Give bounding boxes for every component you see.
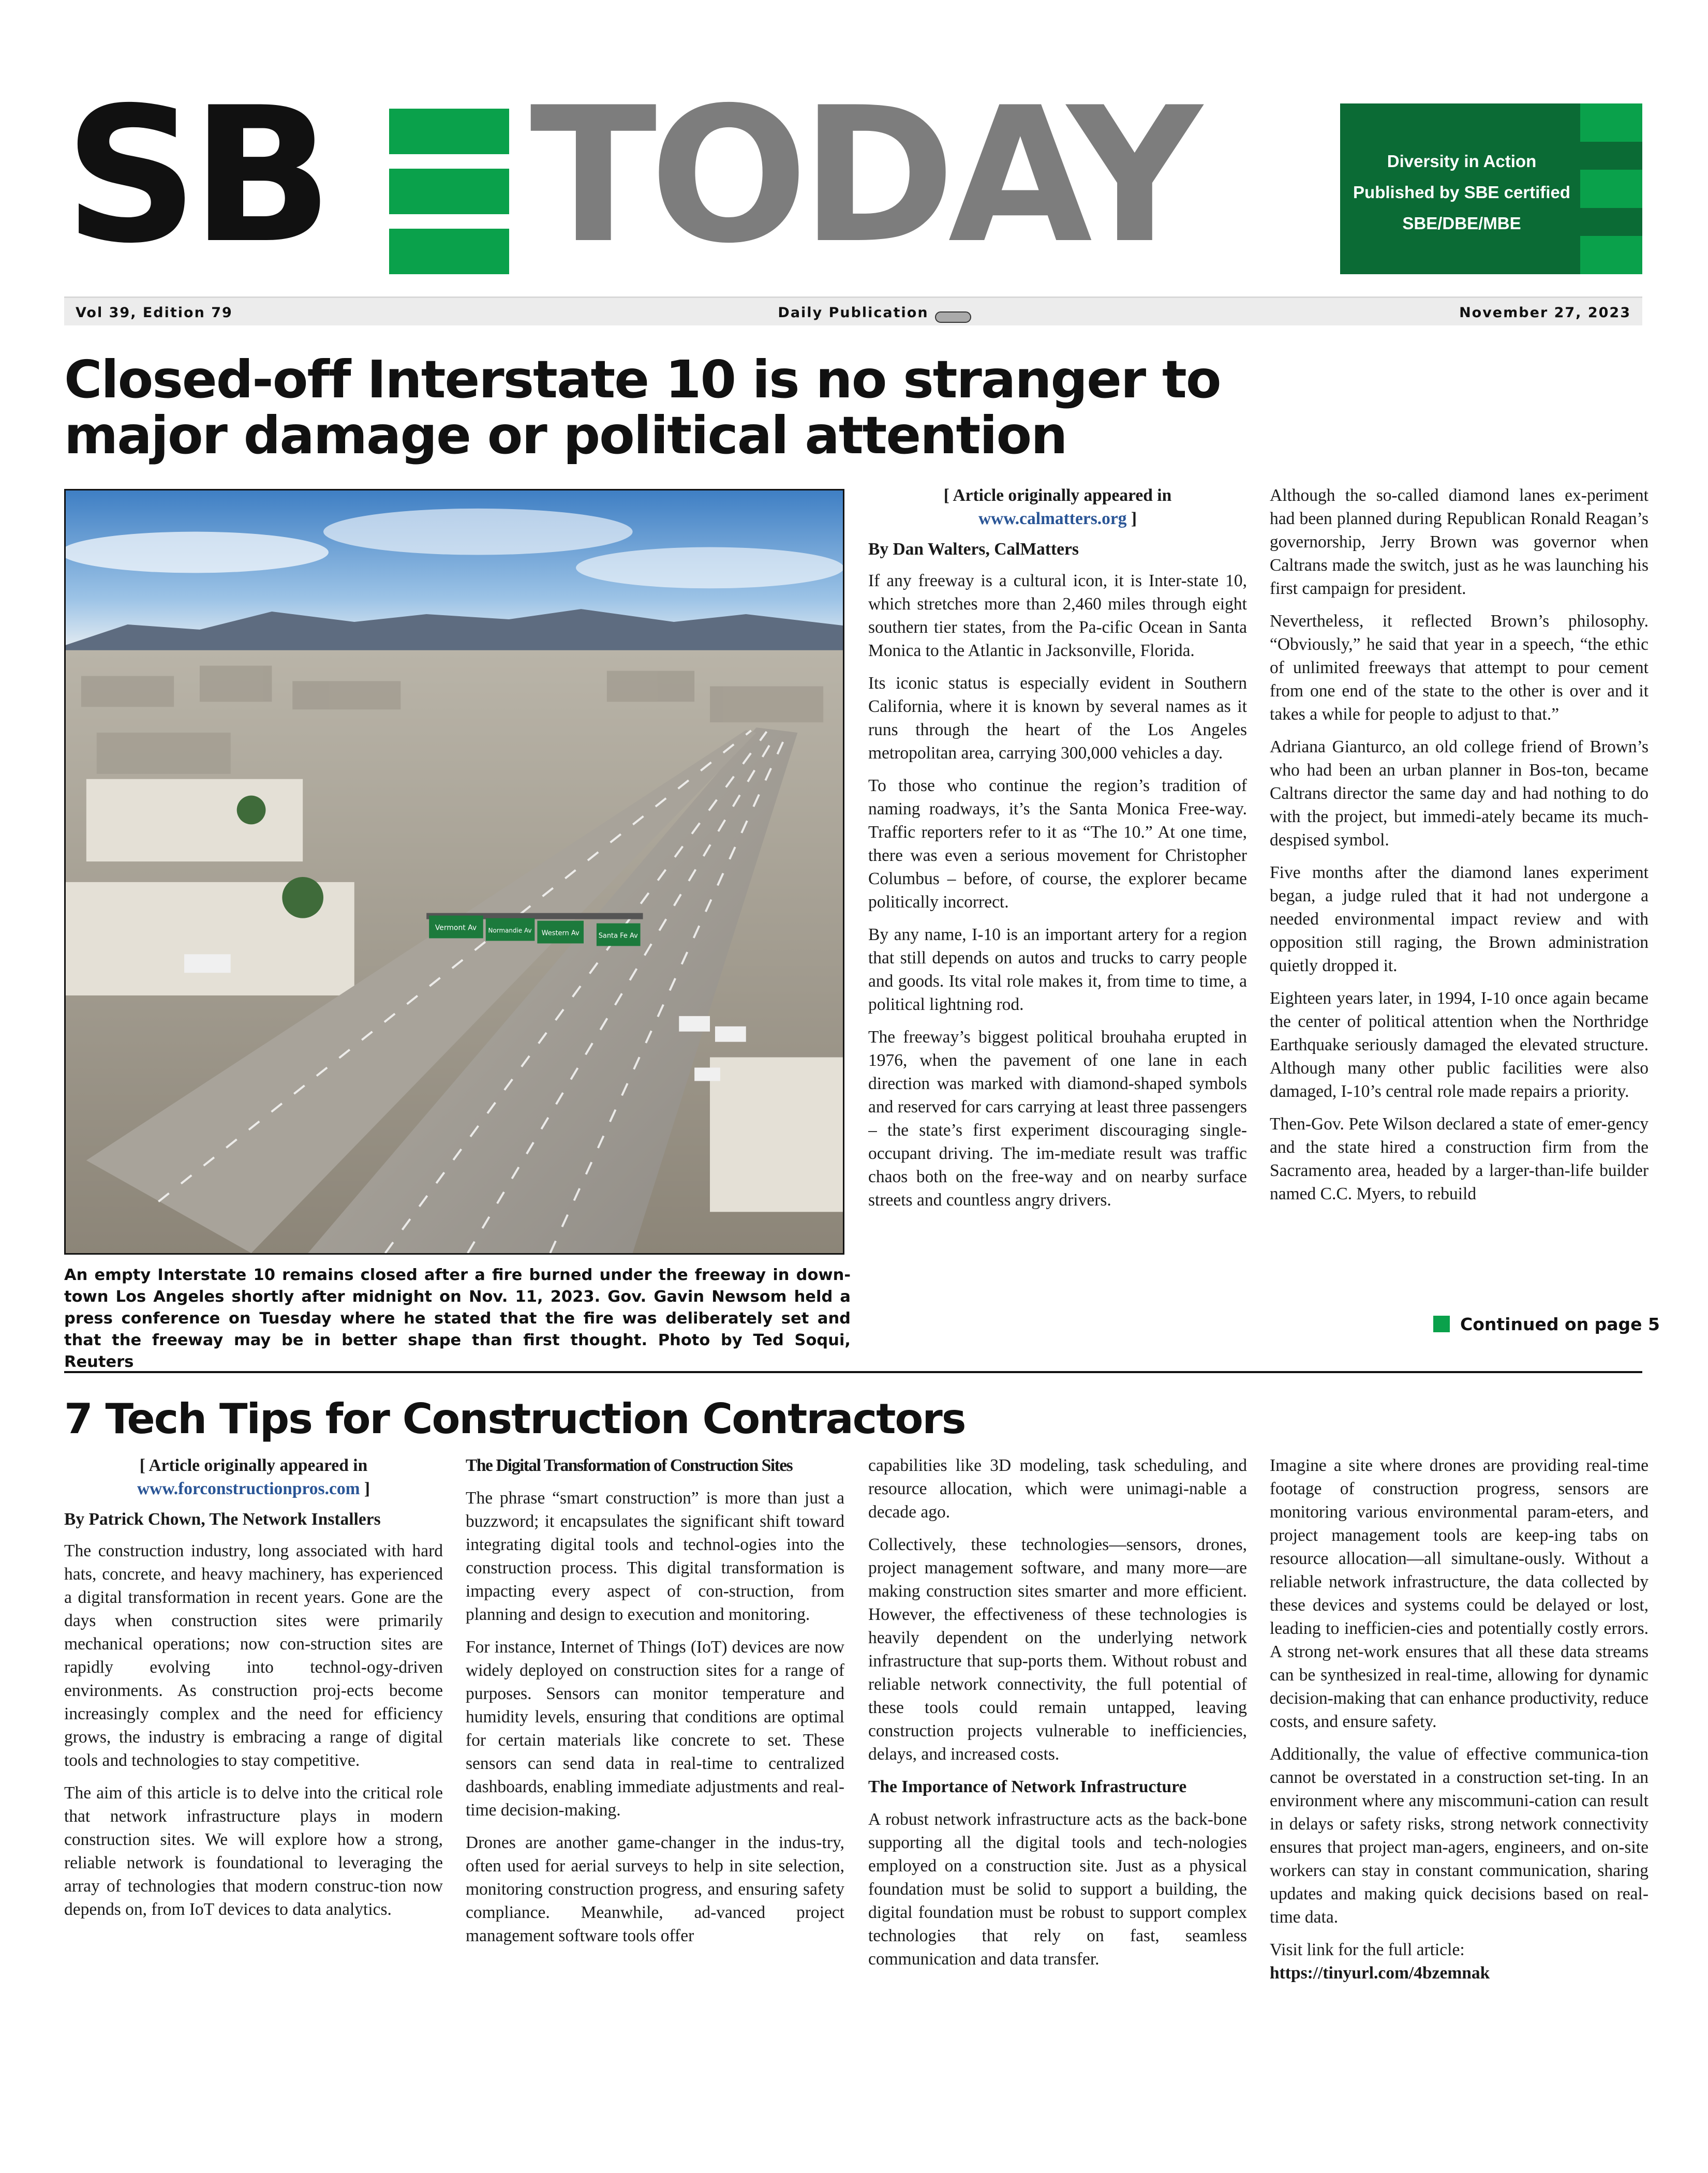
sign-4: Santa Fe Av [598,932,638,940]
article2-subhead: The Digital Transformation of Construction Sites [466,1456,793,1475]
article2-paragraph: The phrase “smart construction” is more than just a buzzword; it encapsulates the significant shift toward integrating digital tools and technol-ogies into the construction process. This digital transformation is impacting every aspect of con-struction, from planning and design to execution and monitoring. [466,1489,844,1624]
article1-paragraph: By any name, I-10 is an important artery for a region that still depends on autos and trucks to carry people and goods. Its vital role makes it, from time to time, a political lightning rod. [868,925,1247,1014]
article1-headline: Closed-off Interstate 10 is no stranger to major damage or political attention [64,349,1221,466]
sign-1: Vermont Av [435,924,477,932]
brand-sb: SB [64,67,326,284]
article1-paragraph: If any freeway is a cultural icon, it is Inter-state 10, which stretches more than 2,460 miles through eight southern tier states, from the Pa-cific Ocean in Santa Monica to the Atlantic in Jacksonville, Florida. [868,571,1247,660]
sign-3: Western Av [541,929,580,937]
article2-source-note: [ Article originally appeared in www.forconstructionpros.com ] [137,1456,370,1498]
article1-source-link[interactable]: www.calmatters.org [978,509,1127,528]
brand-today: TODAY [530,67,1195,284]
article2-source-link[interactable]: www.forconstructionpros.com [137,1479,360,1498]
issue-date: November 27, 2023 [1459,305,1631,321]
continued-link[interactable]: Continued on page 5 [1433,1314,1660,1334]
article1-paragraph: Five months after the diamond lanes experiment began, a judge ruled that it had not undergone a needed environmental impact review and with opposition still raging, the Brown administration quietly dropped it. [1270,863,1648,975]
article2-headline: 7 Tech Tips for Construction Contractors [64,1395,966,1443]
sign-2: Normandie Av [488,927,532,934]
freeway-photo [64,489,844,1255]
article1-column-1 [868,484,1247,1312]
article2-column-3 [868,1454,1247,2038]
photo-caption: An empty Interstate 10 remains closed after a fire burned under the freeway in down-town Los Angeles shortly after midnight on Nov. 11, 2023. Gov. Gavin Newsom held a press conference on Tuesday where he stated that the fire was deliberately set and that the freeway may be in better shape than first thought. Photo by Ted Soqui, Reuters [64,1266,851,1371]
article2-column-2 [466,1454,844,2038]
badge-line-1: Diversity in Action [1387,152,1537,171]
article1-source-note: [ Article originally appeared in www.calmatters.org ] [943,486,1172,528]
article2-paragraph: capabilities like 3D modeling, task scheduling, and resource allocation, which were unimagi-nable a decade ago. [868,1456,1247,1522]
masthead [64,67,1642,284]
article2-subhead: The Importance of Network Infrastructure [868,1777,1187,1796]
article2-column-4 [1270,1454,1648,2038]
article1-paragraph: To those who continue the region’s tradition of naming roadways, it’s the Santa Monica Free-way. Traffic reporters refer to it as “The 10.” At one time, there was even a serious movement for Christopher Columbus – before, of course, the explorer became politically incorrect. [868,776,1247,912]
badge-line-3: SBE/DBE/MBE [1402,214,1521,233]
mini-logo-icon [935,311,971,323]
article1-paragraph: The freeway’s biggest political brouhaha erupted in 1976, when the pavement of one lane in each direction was marked with diamond-shaped symbols and reserved for cars carrying at least three passengers – the state’s first experiment discouraging single-occupant driving. The im-mediate result was traffic chaos both on the free-way and on nearby surface streets and countless angry drivers. [868,1028,1247,1210]
article2-byline: By Patrick Chown, The Network Installers [64,1510,381,1529]
article2-paragraph: Drones are another game-changer in the indus-try, often used for aerial surveys to help in site selection, monitoring construction progress, and ensuring safety compliance. Meanwhile, ad-vanced project management software tools offer [466,1833,844,1945]
freeway-photo-illustration [66,490,843,1253]
article2-paragraph: For instance, Internet of Things (IoT) devices are now widely deployed on construction sites for a range of purposes. Sensors can monitor temperature and humidity levels, ensuring that conditions are optimal for certain materials like concrete to set. These sensors can send data in real-time to centralized dashboards, enabling immediate adjustments and real-time decision-making. [466,1638,844,1820]
badge-line-2: Published by SBE certified [1353,183,1570,202]
brand-e-logo [389,109,509,274]
visit-url-link[interactable]: https://tinyurl.com/4bzemnak [1270,1963,1490,1983]
masthead-badge [1340,103,1642,274]
article1-paragraph: Adriana Gianturco, an old college friend of Brown’s who had been an urban planner in Bos-ton, became Caltrans director the same day and had nothing to do with the project, but immedi-ately became its much-despised symbol. [1270,737,1648,850]
article1-paragraph: Eighteen years later, in 1994, I-10 once again became the center of political attention when the Northridge Earthquake seriously damaged the elevated structure. Although many other public facilities were also damaged, I-10’s central role made repairs a priority. [1270,989,1648,1101]
article2-paragraph: The construction industry, long associated with hard hats, concrete, and heavy machinery, has experienced a digital transformation in recent years. Gone are the days when construction sites were primarily mechanical operations; now con-struction sites are rapidly evolving into technol-ogy-driven environments. As construction proj-ects become increasingly complex and the need for efficiency grows, the industry is embracing a range of digital tools and technologies to stay competitive. [64,1541,443,1770]
article2-paragraph: The aim of this article is to delve into the critical role that network infrastructure plays in modern construction sites. We will explore how a strong, reliable network is foundational to leveraging the array of technologies that modern construc-tion now depends on, from IoT devices to data analytics. [64,1783,443,1919]
article1-paragraph: Nevertheless, it reflected Brown’s philosophy. “Obviously,” he said that year in a speech, “the ethic of unlimited freeways that attempt to pour cement from one end of the state to the other is over and it takes a while for people to adjust to that.” [1270,612,1648,724]
article1-paragraph: Then-Gov. Pete Wilson declared a state of emer-gency and the state hired a construction firm from the Sacramento area, headed by a larger-than-life builder named C.C. Myers, to rebuild [1270,1114,1648,1203]
issue-volume: Vol 39, Edition 79 [76,305,233,321]
article1-paragraph: Its iconic status is especially evident in Southern California, where it is known by several names as it runs through the heart of the Los Angeles metropolitan area, carrying 300,000 vehicles a day. [868,674,1247,763]
green-square-icon [1433,1316,1450,1332]
article2-paragraph: Imagine a site where drones are providing real-time footage of construction progress, sensors are monitoring various environmental param-eters, and project management tools are keep-ing tabs on resource allocation—all simultane-ously. Without a reliable network infrastructure, the data collected by these devices and systems could be delayed or lost, leading to inefficien-cies and potentially costly errors. A strong net-work ensures that all these data streams can be synthesized in real-time, allowing for dynamic decision-making that can enhance productivity, reduce costs, and ensure safety. [1270,1456,1648,1731]
article2-paragraph: A robust network infrastructure acts as the back-bone supporting all the digital tools and tech-nologies employed on a construction site. Just as a physical foundation must be solid to support a building, the digital foundation must be robust to support complex technologies that rely on fast, seamless communication and data transfer. [868,1810,1247,1969]
article2-paragraph: Additionally, the value of effective communica-tion cannot be overstated in a construction set-ting. In an environment where any miscommuni-cation can result in delays or safety risks, strong network connectivity ensures that project man-agers, engineers, and on-site workers can stay in constant communication, sharing updates and making quick decisions based on real-time data. [1270,1745,1648,1927]
issue-bar [64,296,1642,325]
article2-column-1 [64,1454,443,2023]
article1-column-2 [1270,484,1648,1291]
article2-paragraph: Collectively, these technologies—sensors, drones, project management software, and many more—are making construction sites smarter and more efficient. However, the effectiveness of these technologies is heavily dependent on the underlying network infrastructure that sup-ports them. Without robust and reliable network connectivity, the full potential of these tools could remain untapped, leaving construction projects vulnerable to inefficiencies, delays, and increased costs. [868,1535,1247,1764]
section-divider [64,1371,1642,1373]
issue-frequency: Daily Publication [64,305,1642,321]
visit-label: Visit link for the full article: [1270,1940,1465,1959]
article1-byline: By Dan Walters, CalMatters [868,540,1079,559]
article1-paragraph: Although the so-called diamond lanes ex-periment had been planned during Republican Ronald Reagan’s governorship, Jerry Brown was governor when Caltrans made the switch, just as he was launching his first campaign for president. [1270,486,1648,598]
